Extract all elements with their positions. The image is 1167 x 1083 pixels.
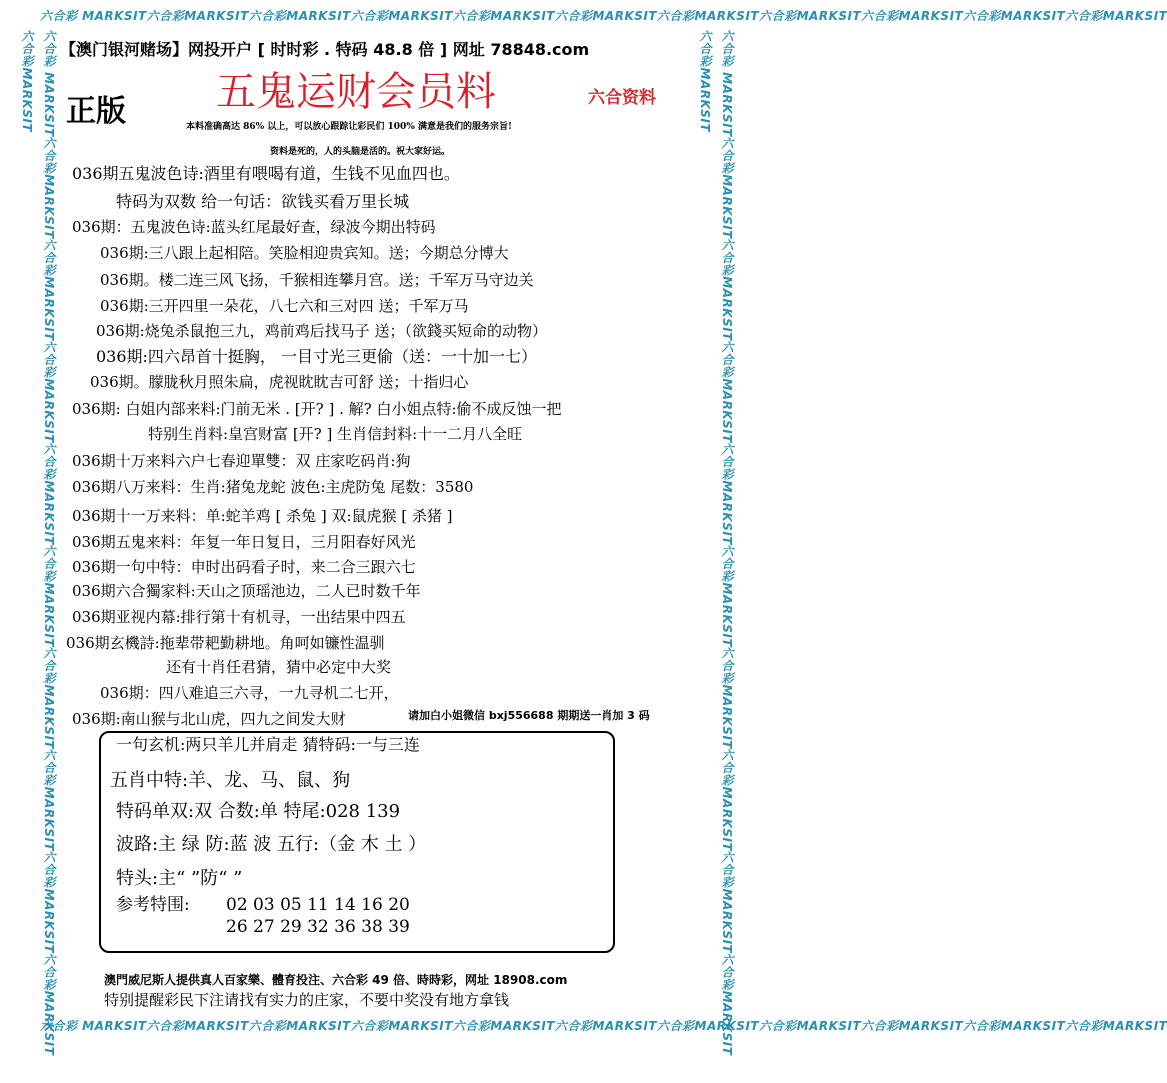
footer-ad: 澳門威尼斯人提供真人百家樂、體育投注、六合彩 49 倍、時時彩，网址 18908.com [104,973,568,987]
five-zodiac-line: 五肖中特:羊、龙、马、鼠、狗 [110,770,351,791]
reference-numbers-row-2: 26 27 29 32 36 38 39 [226,917,410,937]
content-line-5: 036期。楼二连三风飞扬，千猴相连攀月宫。送；千军万马守边关 [100,271,534,289]
top-ad-banner: 【澳门银河赌场】网投开户 [ 时时彩 . 特码 48.8 倍 ] 网址 78848.com [60,40,590,59]
content-line-2: 特码为双数 给一句话：欲钱买看万里长城 [116,192,410,211]
bottom-border-watermark: 六合彩 MARKSIT六合彩MARKSIT六合彩MARKSIT六合彩MARKSIT六合彩MARKSIT六合彩MARKSIT六合彩MARKSIT六合彩MARKSIT六合彩MARKSIT六合彩MARKSIT六合彩MARKSIT [40,1019,1167,1033]
content-line-9: 036期。朦胧秋月照朱扁，虎视眈眈吉可舒 送；十指归心 [90,373,469,391]
content-line-4: 036期:三八跟上起相陪。笑脸相迎贵宾知。送；今期总分博大 [100,244,509,262]
slogan-line-2: 资料是死的，人的头脑是活的。祝大家好运。 [270,147,451,157]
content-line-7: 036期:烧兔杀鼠抱三九，鸡前鸡后找马子 送；（欲錢买短命的动物） [96,322,547,340]
page-title: 五鬼运财会员料 [216,69,496,115]
right-border-watermark: 六合彩 MARKSIT六合彩MARKSIT六合彩MARKSIT六合彩MARKSIT六合彩MARKSIT六合彩MARKSIT六合彩MARKSIT六合彩MARKSIT六合彩MARKSIT六合彩MARKSIT六合彩MARKSIT [698,30,734,1056]
content-line-21: 036期：四八难追三六寻，一九寻机二七开， [100,684,399,702]
left-border-watermark: 六合彩 MARKSIT六合彩MARKSIT六合彩MARKSIT六合彩MARKSIT六合彩MARKSIT六合彩MARKSIT六合彩MARKSIT六合彩MARKSIT六合彩MARKSIT六合彩MARKSIT六合彩MARKSIT [20,30,56,1056]
content-line-1: 036期五鬼波色诗:酒里有喂喝有道，生钱不见血四也。 [72,164,460,183]
content-line-11: 特别生肖料:皇宫财富 [开? ] 生肖信封料:十一二月八全旺 [148,425,523,443]
subtitle: 六合资料 [588,88,656,108]
content-line-16: 036期一句中特：申时出码看子时，来二合三跟六七 [72,558,416,576]
riddle-line: 一句玄机:两只羊儿并肩走 猜特码:一与三连 [116,735,420,754]
content-line-14: 036期十一万来料：单:蛇羊鸡 [ 杀兔 ] 双:鼠虎猴 [ 杀猪 ] [72,507,453,525]
content-line-19: 036期玄機詩:拖辈带耙勤耕地。角呵如镰性温驯 [66,634,385,652]
top-border-watermark: 六合彩 MARKSIT六合彩MARKSIT六合彩MARKSIT六合彩MARKSIT六合彩MARKSIT六合彩MARKSIT六合彩MARKSIT六合彩MARKSIT六合彩MARKSIT六合彩MARKSIT六合彩MARKSIT [40,9,1167,23]
footer-warning: 特别提醒彩民下注请找有实力的庄家，不要中奖没有地方拿钱 [104,991,510,1009]
content-line-20: 还有十肖任君猜，猜中必定中大奖 [166,658,392,676]
content-line-15: 036期五鬼来料：年复一年日复日，三月阳春好风光 [72,533,416,551]
content-line-10: 036期: 白姐内部来料:门前无米 . [开? ] . 解? 白小姐点特:偷不成反蚀一把 [72,400,562,418]
genuine-badge: 正版 [66,94,126,129]
content-line-22: 036期:南山猴与北山虎，四九之间发大财 [72,710,346,728]
content-line-17: 036期六合獨家料:天山之顶瑶池边，二人已时数千年 [72,582,421,600]
content-line-18: 036期亚视内幕:排行第十有机寻，一出结果中四五 [72,608,406,626]
reference-numbers-row-1: 02 03 05 11 14 16 20 [226,895,410,915]
wechat-note: 请加白小姐微信 bxj556688 期期送一肖加 3 码 [408,709,650,722]
head-line: 特头:主“ ”防“ ” [116,868,243,889]
content-line-3: 036期：五鬼波色诗:蓝头红尾最好查，绿波今期出特码 [72,218,436,236]
slogan-line-1: 本料准确高达 86% 以上，可以放心跟踪让彩民们 100% 满意是我们的服务宗旨! [186,122,512,132]
odd-even-line: 特码单双:双 合数:单 特尾:028 139 [116,801,401,822]
content-line-12: 036期十万来料六户七春迎單雙：双 庄家吃码肖:狗 [72,452,411,470]
content-line-6: 036期:三开四里一朵花，八七六和三对四 送；千军万马 [100,297,469,315]
reference-label: 参考特围: [116,895,190,915]
content-line-13: 036期八万来料：生肖:猪兔龙蛇 波色:主虎防兔 尾数：3580 [72,478,474,496]
content-line-8: 036期:四六昂首十挺胸， 一目寸光三更偷（送：一十加一七） [96,347,538,366]
wave-line: 波路:主 绿 防:蓝 波 五行:（金 木 土 ） [116,834,427,855]
